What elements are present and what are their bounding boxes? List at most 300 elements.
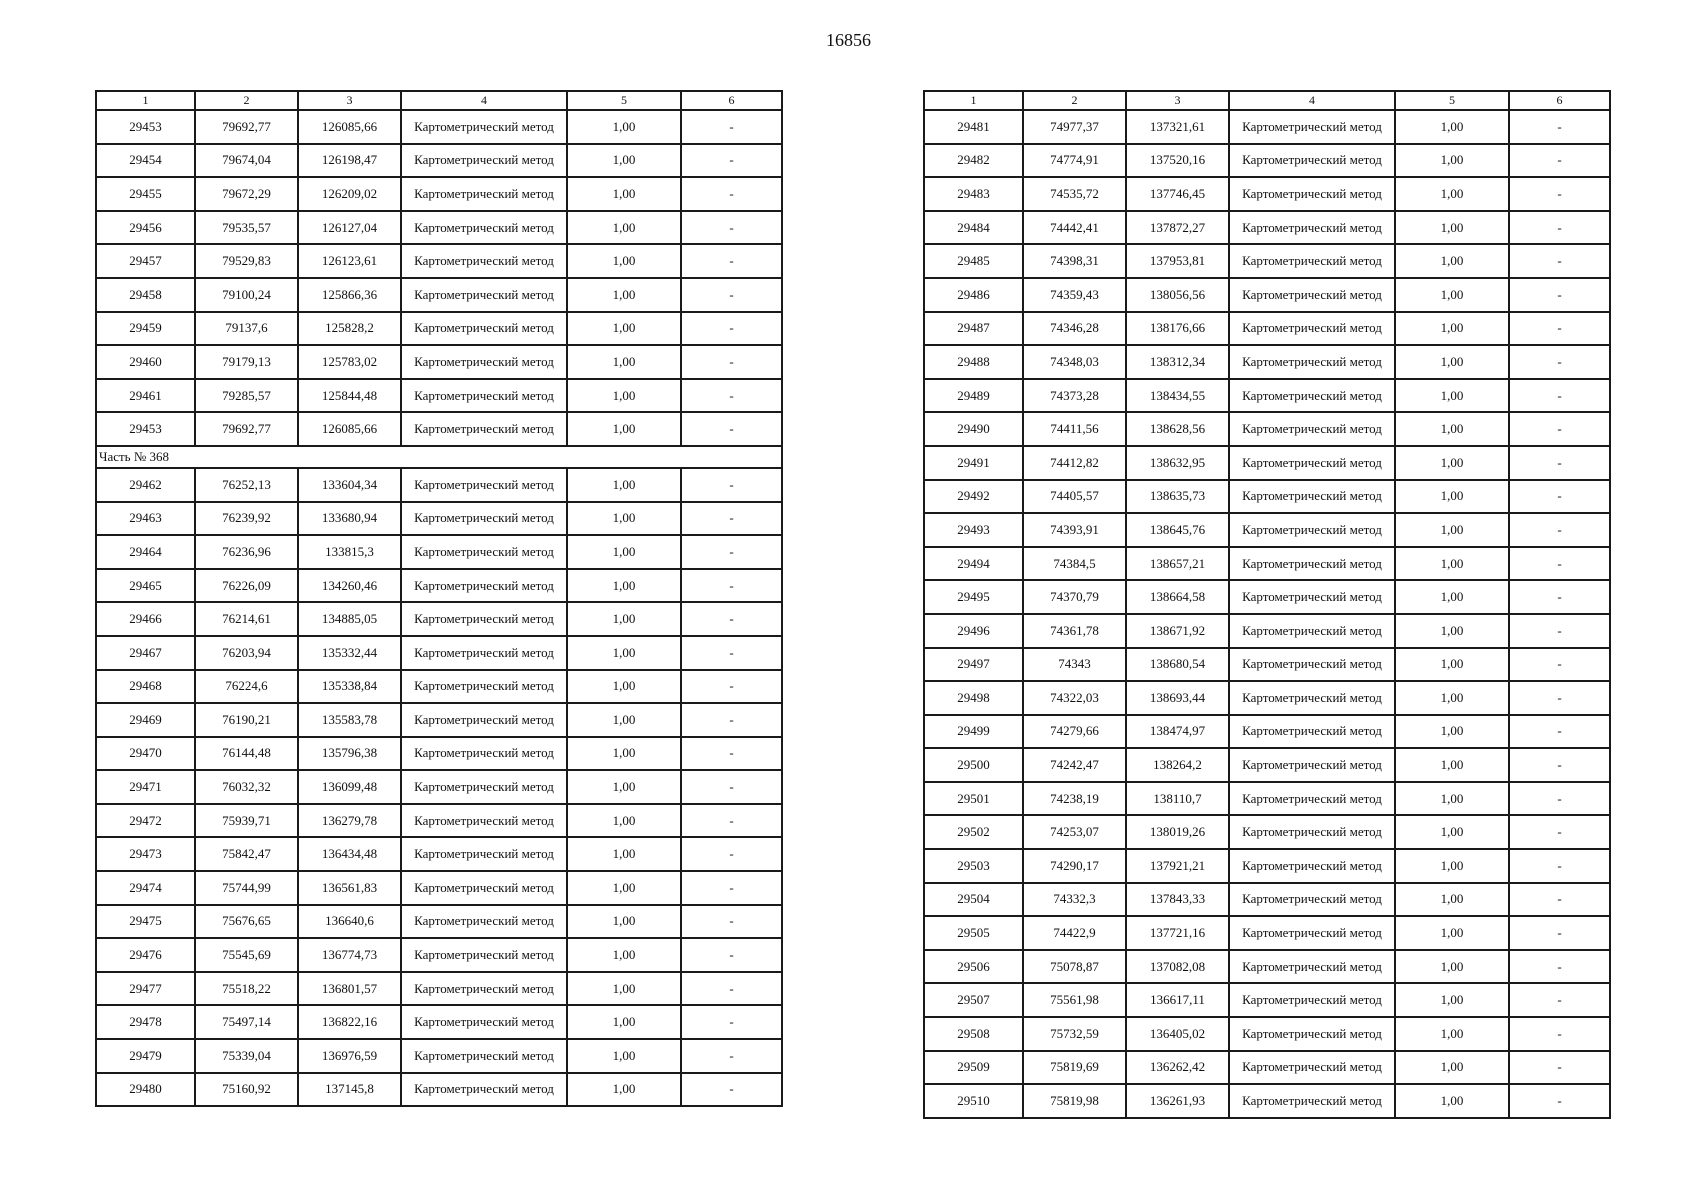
table-cell: - [1509,648,1610,682]
table-cell: Картометрический метод [401,211,567,245]
table-cell: 136099,48 [298,770,401,804]
table-cell: 76144,48 [195,737,298,771]
table-cell: - [681,412,782,446]
table-cell: 138657,21 [1126,547,1229,581]
table-cell: 29477 [96,972,195,1006]
table-cell: 1,00 [567,569,681,603]
table-cell: Картометрический метод [401,144,567,178]
table-cell: - [1509,1017,1610,1051]
table-cell: 79692,77 [195,412,298,446]
table-row [924,177,1610,211]
table-cell: 1,00 [1395,849,1509,883]
table-cell: 1,00 [1395,580,1509,614]
table-cell: Картометрический метод [401,938,567,972]
table-cell: 74411,56 [1023,412,1126,446]
table-cell: 1,00 [567,837,681,871]
table-cell: - [1509,412,1610,446]
table-cell: 137921,21 [1126,849,1229,883]
table-cell: 1,00 [1395,177,1509,211]
table-cell: 29476 [96,938,195,972]
table-cell: 29467 [96,636,195,670]
table-cell: 74398,31 [1023,244,1126,278]
table-cell: 75160,92 [195,1073,298,1107]
table-cell: Картометрический метод [1229,345,1395,379]
table-cell: - [1509,110,1610,144]
table-cell: 29486 [924,278,1023,312]
table-cell: - [1509,983,1610,1017]
table-cell: 1,00 [567,636,681,670]
table-cell: 137843,33 [1126,883,1229,917]
table-cell: - [1509,312,1610,346]
table-cell: 1,00 [1395,379,1509,413]
table-cell: 1,00 [1395,614,1509,648]
table-cell: - [1509,950,1610,984]
table-cell: Картометрический метод [1229,244,1395,278]
table-row [96,670,782,704]
table-row [96,211,782,245]
table-cell: Картометрический метод [401,345,567,379]
table-cell: Картометрический метод [401,972,567,1006]
table-cell: Картометрический метод [1229,110,1395,144]
table-row [924,244,1610,278]
table-cell: - [1509,345,1610,379]
table-cell: 125844,48 [298,379,401,413]
table-cell: 74348,03 [1023,345,1126,379]
table-cell: 76226,09 [195,569,298,603]
table-cell: 138264,2 [1126,748,1229,782]
table-cell: 76252,13 [195,468,298,502]
table-cell: Картометрический метод [1229,1051,1395,1085]
table-cell: - [1509,748,1610,782]
table-row [924,849,1610,883]
table-cell: 1,00 [1395,782,1509,816]
table-cell: 74346,28 [1023,312,1126,346]
table-cell: Картометрический метод [1229,681,1395,715]
table-row [924,547,1610,581]
table-row [924,513,1610,547]
table-row [924,883,1610,917]
table-cell: - [1509,815,1610,849]
table-cell: 29497 [924,648,1023,682]
table-cell: 29478 [96,1005,195,1039]
table-row [96,871,782,905]
table-cell: 1,00 [1395,1017,1509,1051]
table-cell: - [681,379,782,413]
table-cell: Картометрический метод [401,670,567,704]
table-cell: - [681,312,782,346]
column-header: 3 [298,91,401,110]
table-cell: Картометрический метод [401,1073,567,1107]
table-row [924,983,1610,1017]
table-cell: 29479 [96,1039,195,1073]
table-cell: 1,00 [1395,312,1509,346]
table-cell: - [1509,715,1610,749]
table-cell: 29495 [924,580,1023,614]
table-cell: 74322,03 [1023,681,1126,715]
table-cell: 125866,36 [298,278,401,312]
table-cell: 134885,05 [298,602,401,636]
column-header: 4 [1229,91,1395,110]
table-row [96,770,782,804]
table-row [924,1051,1610,1085]
table-cell: 1,00 [567,177,681,211]
table-cell: 75078,87 [1023,950,1126,984]
table-cell: 29469 [96,703,195,737]
table-cell: 1,00 [1395,1084,1509,1118]
table-cell: - [681,602,782,636]
table-cell: - [681,1073,782,1107]
table-row [924,412,1610,446]
table-cell: Картометрический метод [401,535,567,569]
table-cell: 29456 [96,211,195,245]
table-cell: 1,00 [1395,983,1509,1017]
table-cell: 75561,98 [1023,983,1126,1017]
table-cell: 138693,44 [1126,681,1229,715]
column-header: 5 [567,91,681,110]
table-cell: Картометрический метод [1229,580,1395,614]
table-cell: Картометрический метод [401,602,567,636]
column-header: 6 [1509,91,1610,110]
table-cell: 29492 [924,480,1023,514]
table-cell: - [681,177,782,211]
table-cell: 29458 [96,278,195,312]
table-cell: Картометрический метод [1229,513,1395,547]
coordinates-table-left [95,90,783,1107]
table-cell: - [1509,278,1610,312]
table-cell: 29472 [96,804,195,838]
table-cell: Картометрический метод [1229,849,1395,883]
table-cell: 29468 [96,670,195,704]
table-cell: 29453 [96,412,195,446]
table-cell: 29454 [96,144,195,178]
table-cell: 1,00 [567,345,681,379]
table-cell: 29498 [924,681,1023,715]
table-cell: 76214,61 [195,602,298,636]
table-cell: 29508 [924,1017,1023,1051]
table-row [96,602,782,636]
table-cell: 1,00 [567,905,681,939]
table-cell: 1,00 [1395,278,1509,312]
table-row [924,110,1610,144]
table-cell: 1,00 [567,972,681,1006]
table-cell: 79100,24 [195,278,298,312]
table-cell: - [681,770,782,804]
table-cell: 29489 [924,379,1023,413]
table-cell: - [681,144,782,178]
table-cell: 1,00 [567,737,681,771]
table-cell: 135796,38 [298,737,401,771]
table-cell: Картометрический метод [401,468,567,502]
table-header-row [96,91,782,110]
table-cell: - [1509,547,1610,581]
table-cell: Картометрический метод [401,871,567,905]
table-row [96,244,782,278]
table-cell: 29507 [924,983,1023,1017]
table-cell: 29463 [96,502,195,536]
table-cell: 79529,83 [195,244,298,278]
table-cell: Картометрический метод [1229,177,1395,211]
table-cell: - [1509,211,1610,245]
table-cell: 79179,13 [195,345,298,379]
table-row [924,1084,1610,1118]
table-cell: 134260,46 [298,569,401,603]
table-cell: 29455 [96,177,195,211]
table-cell: 138680,54 [1126,648,1229,682]
table-cell: Картометрический метод [1229,412,1395,446]
table-cell: 138632,95 [1126,446,1229,480]
table-cell: 79672,29 [195,177,298,211]
table-cell: 29453 [96,110,195,144]
table-cell: 125828,2 [298,312,401,346]
table-cell: - [681,110,782,144]
table-cell: 74373,28 [1023,379,1126,413]
table-row [924,345,1610,379]
table-cell: 29473 [96,837,195,871]
column-header: 5 [1395,91,1509,110]
table-row [924,715,1610,749]
table-cell: 1,00 [567,535,681,569]
table-row [96,737,782,771]
section-label: Часть № 368 [96,446,782,468]
table-cell: 29457 [96,244,195,278]
table-cell: 29471 [96,770,195,804]
table-cell: 76032,32 [195,770,298,804]
table-cell: 136261,93 [1126,1084,1229,1118]
table-cell: 136262,42 [1126,1051,1229,1085]
table-cell: 74238,19 [1023,782,1126,816]
table-cell: Картометрический метод [1229,211,1395,245]
table-cell: 1,00 [567,938,681,972]
table-cell: 74977,37 [1023,110,1126,144]
table-cell: Картометрический метод [1229,916,1395,950]
table-cell: 1,00 [567,770,681,804]
table-cell: - [681,972,782,1006]
table-row [96,144,782,178]
table-row [96,345,782,379]
table-cell: - [681,535,782,569]
table-cell: 29465 [96,569,195,603]
table-row [924,1017,1610,1051]
table-cell: - [681,211,782,245]
table-cell: 136822,16 [298,1005,401,1039]
table-cell: Картометрический метод [401,502,567,536]
table-cell: Картометрический метод [1229,883,1395,917]
table-cell: Картометрический метод [1229,547,1395,581]
table-cell: 29466 [96,602,195,636]
table-cell: 137872,27 [1126,211,1229,245]
table-cell: Картометрический метод [1229,748,1395,782]
table-cell: - [681,871,782,905]
table-cell: 138312,34 [1126,345,1229,379]
table-cell: Картометрический метод [401,412,567,446]
table-cell: 1,00 [567,602,681,636]
table-cell: Картометрический метод [1229,950,1395,984]
table-cell: 1,00 [567,1005,681,1039]
table-cell: 29490 [924,412,1023,446]
table-cell: 126198,47 [298,144,401,178]
table-row [96,804,782,838]
table-cell: 75545,69 [195,938,298,972]
table-cell: 126209,02 [298,177,401,211]
table-cell: - [681,636,782,670]
table-cell: 136801,57 [298,972,401,1006]
table-row [96,278,782,312]
table-cell: 1,00 [567,502,681,536]
table-cell: 29483 [924,177,1023,211]
table-cell: - [681,1039,782,1073]
table-cell: 29475 [96,905,195,939]
table-row [96,1005,782,1039]
table-row [96,1039,782,1073]
table-header-row [924,91,1610,110]
table-cell: 75819,69 [1023,1051,1126,1085]
table-cell: 79137,6 [195,312,298,346]
table-cell: 1,00 [567,244,681,278]
table-cell: 74393,91 [1023,513,1126,547]
table-cell: - [681,345,782,379]
table-cell: 1,00 [1395,748,1509,782]
table-cell: 74332,3 [1023,883,1126,917]
table-cell: - [681,502,782,536]
table-cell: Картометрический метод [1229,815,1395,849]
table-cell: 1,00 [1395,1051,1509,1085]
table-cell: 74442,41 [1023,211,1126,245]
table-cell: 126085,66 [298,412,401,446]
column-header: 1 [924,91,1023,110]
table-cell: 75744,99 [195,871,298,905]
table-cell: Картометрический метод [401,737,567,771]
table-cell: - [1509,513,1610,547]
page-number: 16856 [826,30,871,50]
table-cell: 74774,91 [1023,144,1126,178]
table-cell: 75339,04 [195,1039,298,1073]
table-cell: 1,00 [567,110,681,144]
table-cell: 1,00 [567,670,681,704]
table-cell: 29506 [924,950,1023,984]
table-cell: - [1509,782,1610,816]
table-cell: 75819,98 [1023,1084,1126,1118]
table-row [924,312,1610,346]
table-cell: - [1509,379,1610,413]
table-cell: 29474 [96,871,195,905]
table-cell: 76236,96 [195,535,298,569]
table-cell: 1,00 [1395,547,1509,581]
table-cell: 137082,08 [1126,950,1229,984]
table-cell: 1,00 [1395,211,1509,245]
table-cell: 133604,34 [298,468,401,502]
table-cell: 138664,58 [1126,580,1229,614]
table-cell: 29482 [924,144,1023,178]
table-cell: 75939,71 [195,804,298,838]
table-cell: 29502 [924,815,1023,849]
table-cell: - [681,244,782,278]
table-row [924,278,1610,312]
table-cell: 138176,66 [1126,312,1229,346]
table-cell: 29460 [96,345,195,379]
table-cell: 1,00 [1395,480,1509,514]
table-cell: 29496 [924,614,1023,648]
table-row [96,468,782,502]
table-cell: Картометрический метод [1229,648,1395,682]
table-cell: 138671,92 [1126,614,1229,648]
table-cell: 137953,81 [1126,244,1229,278]
table-cell: 29493 [924,513,1023,547]
table-cell: 75676,65 [195,905,298,939]
table-cell: Картометрический метод [1229,278,1395,312]
table-cell: 74535,72 [1023,177,1126,211]
table-cell: 79535,57 [195,211,298,245]
table-cell: 76239,92 [195,502,298,536]
column-header: 2 [195,91,298,110]
table-row [96,569,782,603]
table-cell: 126123,61 [298,244,401,278]
table-cell: - [681,837,782,871]
table-cell: - [681,804,782,838]
table-cell: 137321,61 [1126,110,1229,144]
table-row [924,211,1610,245]
table-cell: 136434,48 [298,837,401,871]
table-cell: 29491 [924,446,1023,480]
table-cell: 138645,76 [1126,513,1229,547]
table-cell: 1,00 [1395,446,1509,480]
table-cell: - [681,670,782,704]
table-cell: 29509 [924,1051,1023,1085]
column-header: 2 [1023,91,1126,110]
table-cell: 137721,16 [1126,916,1229,950]
table-row [924,748,1610,782]
table-row [924,916,1610,950]
table-cell: 1,00 [1395,950,1509,984]
table-cell: 137520,16 [1126,144,1229,178]
table-cell: - [1509,446,1610,480]
table-row [924,681,1610,715]
table-cell: - [681,703,782,737]
table-cell: 138635,73 [1126,480,1229,514]
table-cell: 1,00 [567,804,681,838]
table-cell: 138056,56 [1126,278,1229,312]
table-cell: 136976,59 [298,1039,401,1073]
table-cell: - [681,938,782,972]
column-header: 4 [401,91,567,110]
table-row [96,636,782,670]
table-cell: - [681,468,782,502]
table-cell: Картометрический метод [401,636,567,670]
table-cell: 29494 [924,547,1023,581]
table-row [924,446,1610,480]
table-cell: 135583,78 [298,703,401,737]
table-cell: 1,00 [1395,345,1509,379]
table-row [924,580,1610,614]
table-cell: 1,00 [567,871,681,905]
table-cell: 29459 [96,312,195,346]
table-row [96,905,782,939]
table-cell: Картометрический метод [1229,446,1395,480]
table-cell: 29510 [924,1084,1023,1118]
table-cell: 133815,3 [298,535,401,569]
table-cell: 1,00 [567,379,681,413]
table-cell: - [1509,480,1610,514]
table-cell: 29504 [924,883,1023,917]
table-cell: Картометрический метод [401,312,567,346]
table-cell: 29503 [924,849,1023,883]
table-row [96,837,782,871]
table-cell: 79674,04 [195,144,298,178]
table-cell: 76203,94 [195,636,298,670]
table-cell: 135332,44 [298,636,401,670]
table-cell: 76190,21 [195,703,298,737]
table-cell: Картометрический метод [1229,1017,1395,1051]
table-cell: 74384,5 [1023,547,1126,581]
